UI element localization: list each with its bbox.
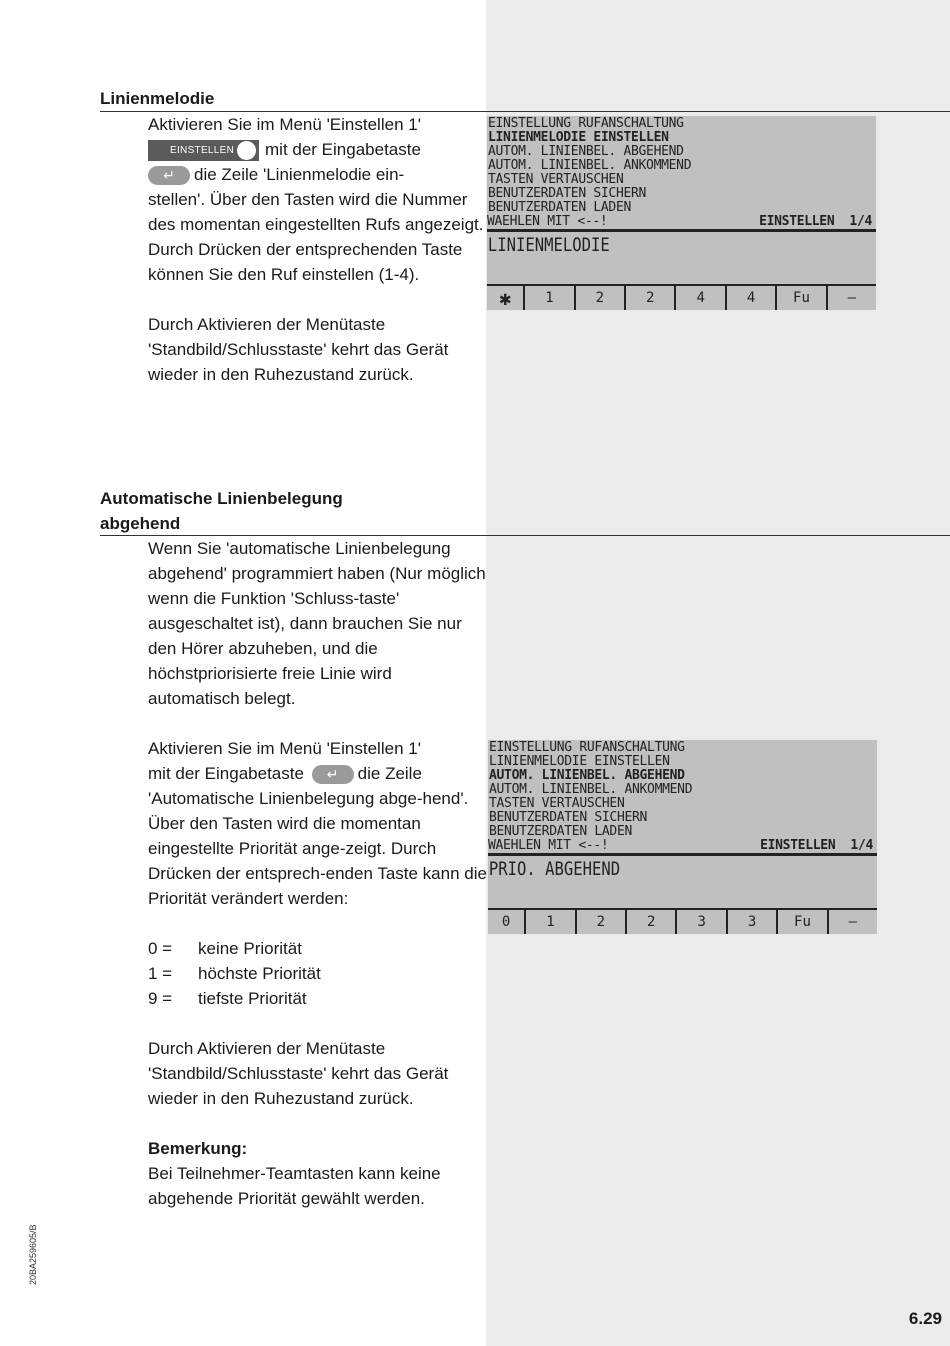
lcd-menu-line: LINIENMELODIE EINSTELLEN — [489, 754, 670, 769]
lcd-softkey[interactable]: — — [826, 286, 876, 310]
lcd-softkey-row — [487, 284, 876, 310]
lcd-softkey[interactable]: ✱ — [499, 286, 512, 310]
lcd-softkey[interactable]: 4 — [725, 286, 775, 310]
section1-body: stellen'. Über den Tasten wird die Nummer des momentan eingestellten Rufs angezeigt. Durch Drücken der entsprechenden Taste können Sie den Ruf einstellen (1-4). — [148, 190, 484, 284]
note-text: Bei Teilnehmer-Teamtasten kann keine abgehende Priorität gewählt werden. — [148, 1164, 441, 1208]
section2-para1: Wenn Sie 'automatische Linienbelegung abgehend' programmiert haben (Nur möglich wenn die Funktion 'Schluss-taste' ausgeschaltet ist), dann brauchen Sie nur den Hörer abzuheben, und die höchstpriorisierte freie Linie wird automatisch belegt. — [148, 539, 486, 708]
lcd-softkey[interactable]: 4 — [674, 286, 724, 310]
lcd-softkey[interactable]: 1 — [524, 910, 574, 934]
lcd-menu-line: BENUTZERDATEN LADEN — [488, 200, 632, 215]
section2-para2-line2: mit der Eingabetaste ↵ die Zeile — [148, 764, 422, 783]
section1-closing: Durch Aktivieren der Menütaste 'Standbild/Schlusstaste' kehrt das Gerät wieder in den Ruhezustand zurück. — [148, 315, 449, 384]
lcd-softkey[interactable]: 2 — [574, 286, 624, 310]
lcd-softkey[interactable]: 0 — [501, 914, 511, 930]
lcd-status-line: WAEHLEN MIT <--! EINSTELLEN 1/4 — [488, 838, 873, 853]
document-code: 20BA259605/B — [28, 1224, 38, 1285]
section-heading-auto-linienbelegung: Automatische Linienbelegung abgehend — [100, 489, 343, 533]
lcd-menu-line: AUTOM. LINIENBEL. ANKOMMEND — [488, 158, 692, 173]
section2-closing: Durch Aktivieren der Menütaste 'Standbild/Schlusstaste' kehrt das Gerät wieder in den Ruhezustand zurück. — [148, 1039, 449, 1108]
lcd-menu-line: LINIENMELODIE EINSTELLEN — [488, 130, 669, 145]
section1-text — [148, 112, 488, 387]
lcd-softkey[interactable]: 3 — [675, 910, 725, 934]
lcd-title: PRIO. ABGEHEND — [488, 858, 621, 880]
lcd-menu-line: TASTEN VERTAUSCHEN — [488, 172, 624, 187]
note-title: Bemerkung: — [148, 1139, 248, 1158]
lcd-display-linienmelodie — [487, 116, 876, 310]
section1-intro-line3: ↵ die Zeile 'Linienmelodie ein- — [148, 162, 488, 187]
lcd-status-line: WAEHLEN MIT <--! EINSTELLEN 1/4 — [487, 214, 872, 229]
lcd-softkey[interactable]: 2 — [624, 286, 674, 310]
page-number: 6.29 — [908, 1309, 942, 1328]
lcd-menu-line: AUTOM. LINIENBEL. ANKOMMEND — [489, 782, 693, 797]
section1-intro-line2: EINSTELLEN mit der Eingabetaste — [148, 137, 488, 162]
einstellen-key-icon: EINSTELLEN — [148, 140, 259, 161]
priority-item: 0 = keine Priorität — [148, 939, 302, 958]
enter-key-icon: ↵ — [312, 765, 354, 784]
priority-item: 9 = tiefste Priorität — [148, 989, 307, 1008]
priority-list — [148, 936, 488, 1011]
section-heading-linienmelodie: Linienmelodie — [100, 89, 215, 108]
lcd-softkey[interactable]: Fu — [775, 286, 825, 310]
section1-intro-line1: Aktivieren Sie im Menü 'Einstellen 1' — [148, 115, 421, 134]
lcd-menu-line: BENUTZERDATEN SICHERN — [488, 186, 647, 201]
lcd-display-prio-abgehend — [488, 740, 877, 934]
lcd-menu-line: EINSTELLUNG RUFANSCHALTUNG — [488, 116, 684, 131]
lcd-menu-line: BENUTZERDATEN LADEN — [489, 824, 633, 839]
lcd-softkey[interactable]: 1 — [523, 286, 573, 310]
section2-text — [148, 536, 488, 1211]
lcd-menu-line: EINSTELLUNG RUFANSCHALTUNG — [489, 740, 685, 755]
lcd-softkey[interactable]: Fu — [776, 910, 826, 934]
lcd-menu-line: AUTOM. LINIENBEL. ABGEHEND — [488, 144, 684, 159]
lcd-menu-line: BENUTZERDATEN SICHERN — [489, 810, 648, 825]
lcd-softkey-row — [488, 908, 877, 934]
lcd-menu-line: TASTEN VERTAUSCHEN — [489, 796, 625, 811]
lcd-softkey[interactable]: — — [827, 910, 877, 934]
enter-key-icon: ↵ — [148, 166, 190, 185]
lcd-title: LINIENMELODIE — [487, 234, 610, 256]
lcd-softkey[interactable]: 3 — [726, 910, 776, 934]
lcd-softkey[interactable]: 2 — [625, 910, 675, 934]
priority-item: 1 = höchste Priorität — [148, 964, 321, 983]
lcd-menu-line: AUTOM. LINIENBEL. ABGEHEND — [489, 768, 685, 783]
section2-para2-body: 'Automatische Linienbelegung abge-hend'. Über den Tasten wird die momentan eingestellte Priorität ange-zeigt. Durch Drücken der entsprech-enden Taste kann die Priorität verändert werden: — [148, 789, 487, 908]
section2-para2-line1: Aktivieren Sie im Menü 'Einstellen 1' — [148, 739, 421, 758]
lcd-softkey[interactable]: 2 — [575, 910, 625, 934]
